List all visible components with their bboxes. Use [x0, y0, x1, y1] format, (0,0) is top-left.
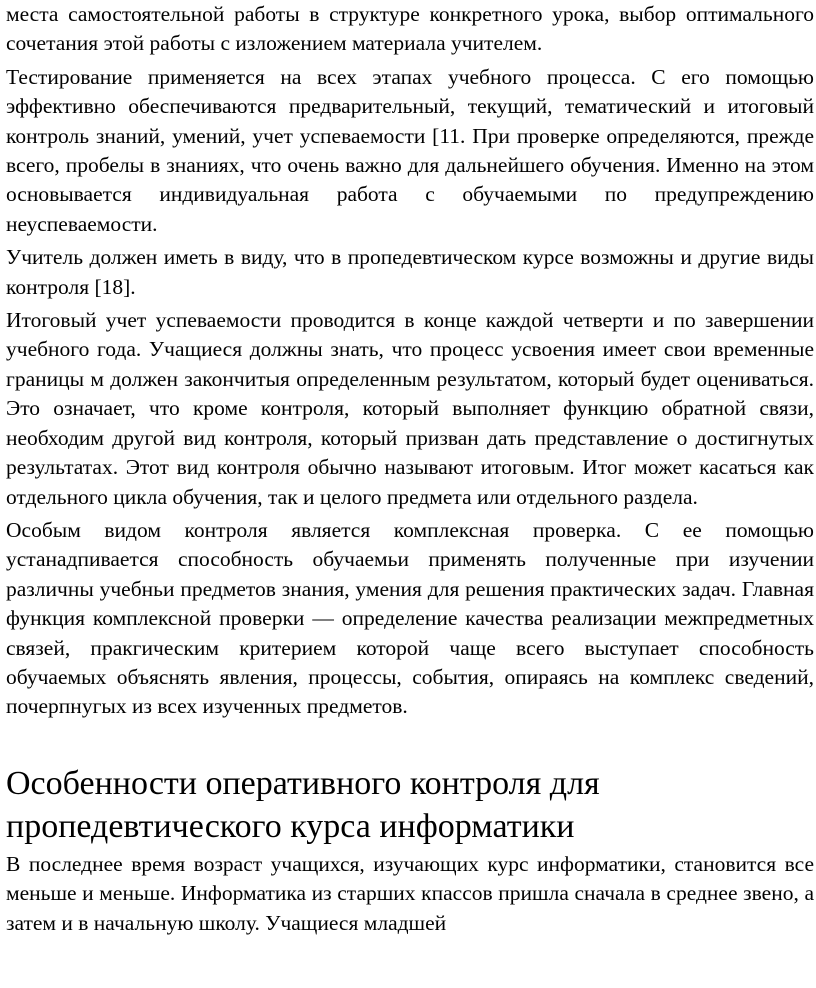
- paragraph-1: места самостоятельной работы в структуре конкретного урока, выбор оптимального сочетания этой работы с изложением материала учителем.: [6, 2, 814, 56]
- section-heading: Особенности оперативного контроля для пропедевтического курса информатики: [6, 764, 600, 845]
- paragraph-2: Тестирование применяется на всех этапах учебного процесса. С его помощью эффективно обеспечиваются предварительный, текущий, тематический и итоговый контроль знаний, умений, учет успеваемости [11. При проверке определяются, прежде всего, пробелы в знаниях, что очень важно для дальнейшего обучения. Именно на этом основывается индивидуальная работа с обучаемыми по предупреждению неуспеваемости.: [6, 64, 814, 236]
- paragraph-6: В последнее время возраст учащихся, изучающих курс информатики, становится все меньше и меньше. Информатика из старших кпассов пришла сначала в среднее звено, а затем и в начальную школу. Учащиеся младшей: [6, 851, 814, 935]
- paragraph-4: Итоговый учет успеваемости проводится в конце каждой четверти и по завершении учебного года. Учащиеся должны знать, что процесс усвоения имеет свои временные границы м должен закончитыя определенным результатом, который будет оцениваться. Это означает, что кроме контроля, который выполняет функцию обратной связи, необходим другой вид контроля, который призван дать представление о достигнутых результатах. Этот вид контроля обычно называют итоговым. Итог может касаться как отдельного цикла обучения, так и целого предмета или отдельного раздела.: [6, 308, 814, 509]
- document-page: [6, 0, 814, 938]
- paragraph-3: Учитель должен иметь в виду, что в пропедевтическом курсе возможны и другие виды контроля [18].: [6, 245, 814, 299]
- paragraph-5: Особым видом контроля является комплексная проверка. С ее помощью устанадпивается способность обучаемьи применять полученные при изучении различны учебньи предметов знания, умения для решения практических задач. Главная функция комплексной проверки — определение качества реализации межпредметных связей, пракгическим критерием которой чаще всего выступает способность обучаемых объяснять явления, процессы, события, опираясь на комплекс сведений, почерпнугых из всех изученных предметов.: [6, 517, 814, 719]
